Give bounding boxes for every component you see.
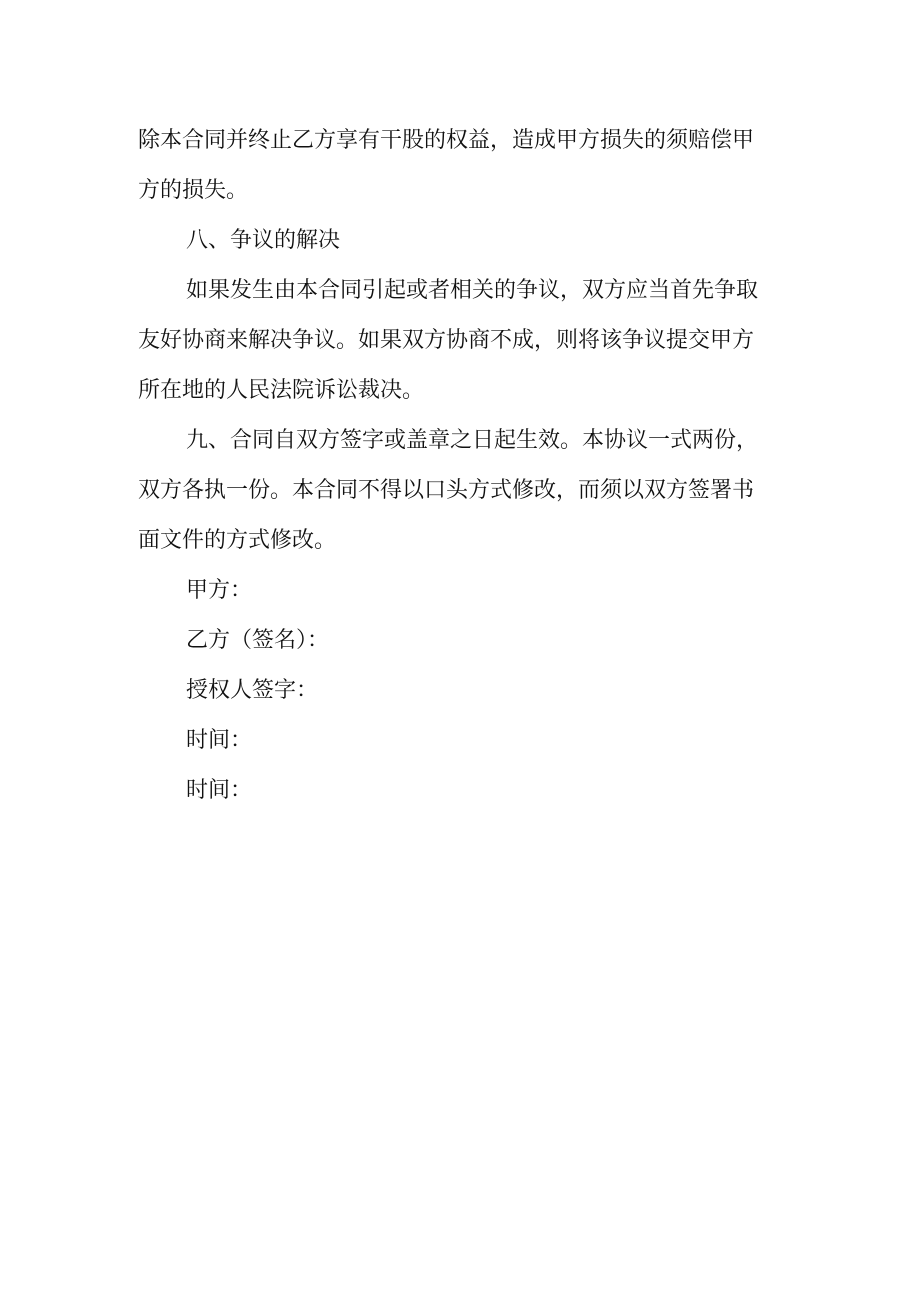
text-line: 友好协商来解决争议。如果双方协商不成，则将该争议提交甲方 (138, 328, 755, 353)
signature-party-a: 甲方： (186, 578, 253, 603)
text-line: 所在地的人民法院诉讼裁决。 (138, 378, 425, 403)
text-line: 面文件的方式修改。 (138, 528, 337, 553)
signature-authorized-signer: 授权人签字： (186, 678, 319, 703)
paragraph-termination-continued (138, 116, 798, 216)
signature-time-2: 时间： (186, 778, 253, 803)
text-line: 除本合同并终止乙方享有干股的权益，造成甲方损失的须赔偿甲 (138, 128, 755, 153)
text-line: 方的损失。 (138, 178, 249, 203)
paragraph-dispute-resolution (138, 266, 798, 416)
signature-party-b: 乙方（签名）： (186, 628, 330, 653)
paragraph-section-9-effective (138, 416, 798, 566)
section-8-heading: 八、争议的解决 (186, 228, 341, 253)
text-line: 如果发生由本合同引起或者相关的争议，双方应当首先争取 (186, 278, 759, 303)
text-line: 双方各执一份。本合同不得以口头方式修改，而须以双方签署书 (138, 478, 755, 503)
document-body (138, 116, 798, 816)
signature-time-1: 时间： (186, 728, 253, 753)
text-line: 九、合同自双方签字或盖章之日起生效。本协议一式两份， (186, 428, 759, 453)
